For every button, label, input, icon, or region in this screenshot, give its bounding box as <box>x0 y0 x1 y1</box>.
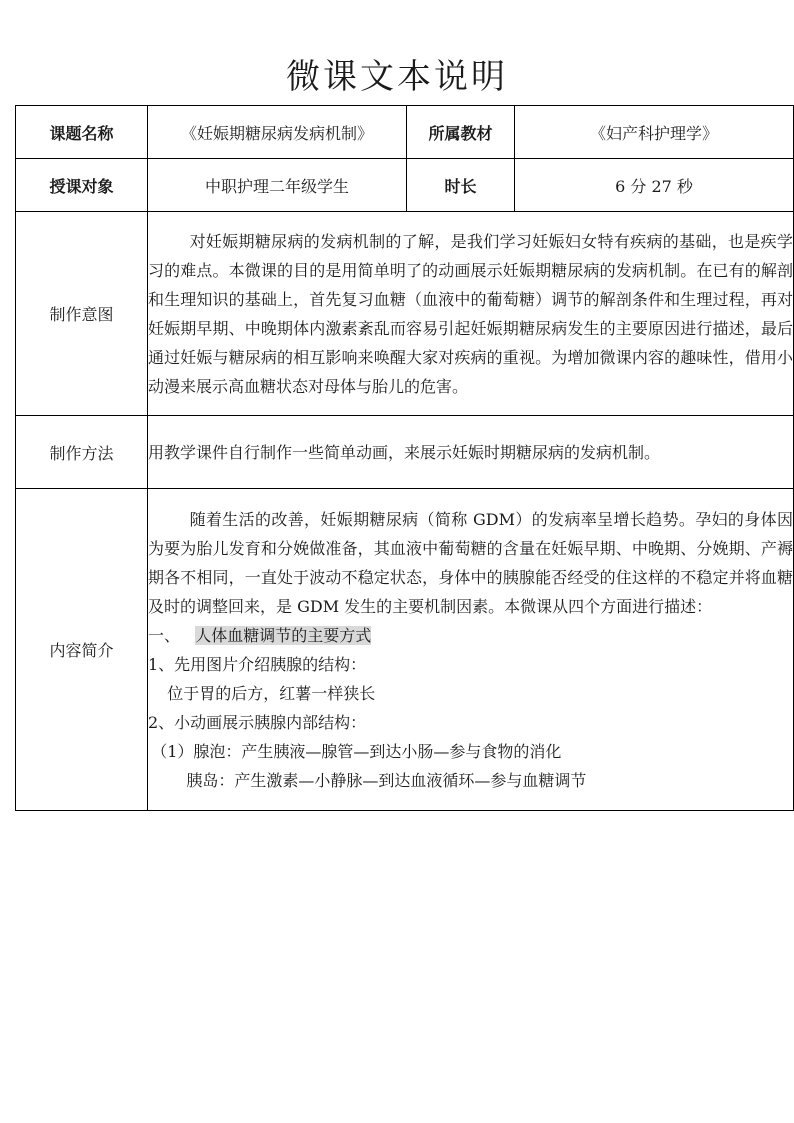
list-item-detail: 胰岛：产生激素—小静脉—到达血液循环—参与血糖调节 <box>186 770 587 790</box>
list-item: 1、先用图片介绍胰腺的结构： <box>148 654 367 674</box>
topic-value: 《妊娠期糖尿病发病机制》 <box>148 106 407 159</box>
intent-cell <box>148 212 794 416</box>
info-table <box>15 105 794 811</box>
method-label: 制作方法 <box>16 416 148 489</box>
section-title: 人体血糖调节的主要方式 <box>195 625 372 645</box>
list-item-detail: （1）腺泡：产生胰液—腺管—到达小肠—参与食物的消化 <box>151 741 562 761</box>
summary-cell <box>148 489 794 811</box>
row-intent <box>16 212 794 416</box>
summary-intro: 随着生活的改善，妊娠期糖尿病（简称 GDM）的发病率呈增长趋势。孕妇的身体因为要为胎儿发育和分娩做准备，其血液中葡萄糖的含量在妊娠早期、中晚期、分娩期、产褥期各不相同，一直处于波动不稳定状态，身体中的胰腺能否经受的住这样的不稳定并将血糖及时的调整回来，是 GDM 发生的主要机制因素。本微课从四个方面进行描述： <box>148 509 793 616</box>
textbook-value: 《妇产科护理学》 <box>515 106 794 159</box>
method-text: 用教学课件自行制作一些简单动画，来展示妊娠时期糖尿病的发病机制。 <box>148 442 661 462</box>
list-item: 2、小动画展示胰腺内部结构： <box>148 712 367 732</box>
row-audience <box>16 159 794 212</box>
textbook-label: 所属教材 <box>407 106 515 159</box>
duration-value: 6 分 27 秒 <box>515 159 794 212</box>
row-method <box>16 416 794 489</box>
method-cell <box>148 416 794 489</box>
section-heading <box>148 621 793 650</box>
list-item-detail: 位于胃的后方，红薯一样狭长 <box>167 683 376 703</box>
page-title: 微课文本说明 <box>286 57 508 97</box>
section-number: 一、 <box>148 625 181 645</box>
topic-label: 课题名称 <box>16 106 148 159</box>
row-summary <box>16 489 794 811</box>
audience-value: 中职护理二年级学生 <box>148 159 407 212</box>
row-topic <box>16 106 794 159</box>
intent-text: 对妊娠期糖尿病的发病机制的了解，是我们学习妊娠妇女特有疾病的基础，也是疾学习的难点。本微课的目的是用简单明了的动画展示妊娠期糖尿病的发病机制。在已有的解剖和生理知识的基础上，首先复习血糖（血液中的葡萄糖）调节的解剖条件和生理过程，再对妊娠期早期、中晚期体内激素紊乱而容易引起妊娠期糖尿病发生的主要原因进行描述，最后通过妊娠与糖尿病的相互影响来唤醒大家对疾病的重视。为增加微课内容的趣味性，借用小动漫来展示高血糖状态对母体与胎儿的危害。 <box>148 231 793 396</box>
summary-label: 内容简介 <box>16 489 148 811</box>
duration-label: 时长 <box>407 159 515 212</box>
intent-label: 制作意图 <box>16 212 148 416</box>
audience-label: 授课对象 <box>16 159 148 212</box>
